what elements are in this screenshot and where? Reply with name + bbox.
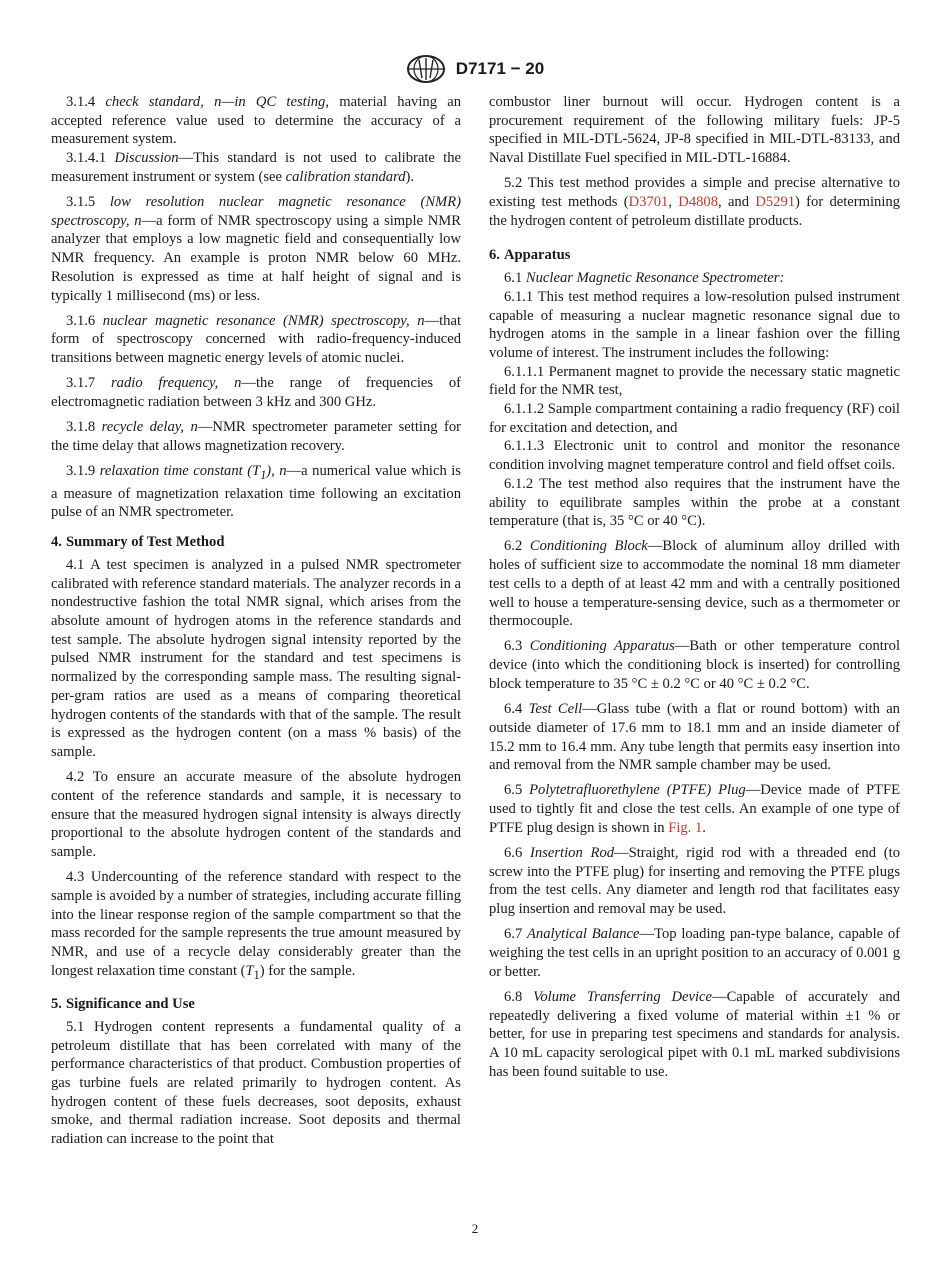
section-heading-4: 4. Summary of Test Method: [51, 534, 225, 551]
definition-3-1-5: 3.1.5 low resolution nuclear magnetic resonance (NMR) spectroscopy, n—a form of NMR spectroscopy using a simple NMR analyzer that employs a low magnetic field and consequentially low NMR frequency. An example is proton NMR below 60 MHz. Resolution is expressed as time at half height of signal and is typically 1 millisecond (ms) or less.: [51, 194, 461, 304]
section-heading-5: 5. Significance and Use: [51, 996, 195, 1013]
paragraph-6-5: 6.5 Polytetrafluorethylene (PTFE) Plug—Device made of PTFE used to tightly fit and close the test cells. An example of one type of PTFE plug design is shown in Fig. 1.: [489, 782, 901, 836]
paragraph-6-2: 6.2 Conditioning Block—Block of aluminum alloy drilled with holes of sufficient size to accommodate the nominal 18 mm diameter test cells to a depth of at least 42 mm and with a centrally positioned well to house a temperature-sensing device, such as a thermometer or thermocouple.: [489, 538, 900, 630]
document-code: D7171 − 20: [455, 59, 545, 78]
right-column: [489, 93, 900, 1088]
paragraph-4-3: 4.3 Undercounting of the reference standard with respect to the sample is avoided by a number of strategies, including accurate filling into the linear response region of the sample compartment so that the mass recorded for the sample represents the true amount measured by NMR, and use of a recycle delay considerably greater than the longest relaxation time constant $(T_1)$ for the sample.: [51, 869, 461, 982]
reference-link-d3701[interactable]: D3701: [628, 194, 669, 211]
reference-link-d4808[interactable]: D4808: [678, 194, 719, 211]
paragraph-5-1: 5.1 Hydrogen content represents a fundamental quality of a petroleum distillate that has been correlated with many of the performance characteristics of that product. Combustion properties of gas turbine fuels are related primarily to hydrogen content. As hydrogen content of these fuels decreases, soot deposits, exhaust smoke, and thermal radiation increase. Soot deposits and thermal radiation can increase to the point that: [51, 1018, 461, 1148]
paragraph-6-3: 6.3 Conditioning Apparatus—Bath or other temperature control device (into which the conditioning block is inserted) for controlling block temperature to 35 °C ± 0.2 °C or 40 °C ± 0.2 °C.: [489, 638, 901, 692]
definition-3-1-8: 3.1.8 recycle delay, n—NMR spectrometer parameter setting for the time delay that allows magnetization recovery.: [51, 419, 461, 454]
paragraph-4-2: 4.2 To ensure an accurate measure of the absolute hydrogen content of the reference standards and sample, it is necessary to ensure that the measured hydrogen signal intensity is always directly proportional to the absolute hydrogen content of the standards and sample.: [51, 769, 461, 860]
definition-3-1-4: 3.1.4 check standard, n—in QC testing, material having an accepted reference value used to determine the accuracy of a measurement system.: [51, 94, 461, 148]
paragraph-6-1-2: 6.1.2 The test method also requires that the instrument have the ability to equilibrate samples within the probe at a constant temperature (that is, 35 °C or 40 °C).: [489, 475, 900, 530]
paragraph-6-1-1-2: 6.1.1.2 Sample compartment containing a radio frequency (RF) coil for excitation and detection, and: [489, 401, 900, 436]
paragraph-6-1-1-1: 6.1.1.1 Permanent magnet to provide the necessary static magnetic field for the NMR test,: [489, 363, 900, 399]
reference-link-d5291[interactable]: D5291: [755, 194, 796, 211]
left-column: [51, 93, 461, 1155]
definition-3-1-6: 3.1.6 nuclear magnetic resonance (NMR) spectroscopy, n—that form of spectroscopy concerned with radio-frequency-induced transitions between magnetic energy levels of atomic nuclei.: [51, 312, 461, 367]
paragraph-5-2: 5.2 This test method provides a simple and precise alternative to existing test methods (D3701, D4808, and D5291) for determining the hydrogen content of petroleum distillate products.: [489, 175, 900, 229]
definition-3-1-9: 3.1.9 relaxation time constant $(T_1)$, n—a numerical value which is a measure of magnetization relaxation time following an excitation pulse of an NMR spectrometer.: [51, 463, 461, 521]
page-header: [0, 54, 950, 84]
paragraph-6-8: 6.8 Volume Transferring Device—Capable of accurately and repeatedly delivering a fixed volume of material within ±1 % or better, for use in preparing test specimens and standards for analysis. A 10 mL capacity serological pipet with 0.1 mL marked subdivisions has been found suitable to use.: [489, 988, 900, 1080]
paragraph-6-1-1: 6.1.1 This test method requires a low-resolution pulsed instrument capable of measuring a nuclear magnetic resonance signal due to hydrogen atoms in the sample in a linear fashion over the filling volume of interest. The instrument includes the following:: [489, 288, 900, 361]
figure-link-fig-1[interactable]: Fig. 1: [668, 819, 703, 836]
astm-logo-icon: [406, 54, 446, 84]
section-heading-6: 6. Apparatus: [489, 247, 571, 264]
page-number: 2: [471, 1221, 479, 1236]
paragraph-6-6: 6.6 Insertion Rod—Straight, rigid rod with a threaded end (to screw into the PTFE plug) for inserting and removing the PTFE plugs from the test cells. Any diameter and length rod that facilitates easy plug insertion and removal may be used.: [489, 845, 900, 918]
paragraph-6-4: 6.4 Test Cell—Glass tube (with a flat or round bottom) with an outside diameter of 17.6 mm to 18.1 mm and an inside diameter of 15.2 mm to 16.4 mm. Any tube length that permits easy insertion into and removal from the NMR sample chamber may be used.: [489, 701, 900, 774]
paragraph-4-1: 4.1 A test specimen is analyzed in a pulsed NMR spectrometer calibrated with reference standard materials. The analyzer records in a nondestructive fashion the total NMR signal, which arises from the absolute amount of hydrogen atoms in the reference standards and test sample. The absolute hydrogen signal intensity reported by the pulsed NMR instrument for the standard and test specimens is normalized by the corresponding sample mass. The resulting signal-per-gram ratios are used as a means of comparing theoretical hydrogen contents of the standards with that of the sample. The result is expressed as the hydrogen content (on a mass % basis) of the sample.: [51, 556, 461, 760]
paragraph-5-1-continued: combustor liner burnout will occur. Hydrogen content is a procurement requirement of the following military fuels: JP-5 specified in MIL-DTL-5624, JP-8 specified in MIL-DTL-83133, and Naval Distillate Fuel specified in MIL-DTL-16884.: [489, 94, 900, 167]
paragraph-6-1-1-3: 6.1.1.3 Electronic unit to control and monitor the resonance condition involving magnet temperature control and field offset coils.: [489, 438, 900, 474]
paragraph-6-7: 6.7 Analytical Balance—Top loading pan-type balance, capable of weighing the test cells in an upright position to an accuracy of 0.001 g or better.: [489, 926, 900, 980]
paragraph-6-1: 6.1 Nuclear Magnetic Resonance Spectrometer:: [504, 270, 785, 287]
definition-3-1-4-1: 3.1.4.1 Discussion—This standard is not used to calibrate the measurement instrument or system (see calibration standard).: [51, 150, 462, 185]
definition-3-1-7: 3.1.7 radio frequency, n—the range of frequencies of electromagnetic radiation between 3 kHz and 300 GHz.: [51, 375, 461, 411]
